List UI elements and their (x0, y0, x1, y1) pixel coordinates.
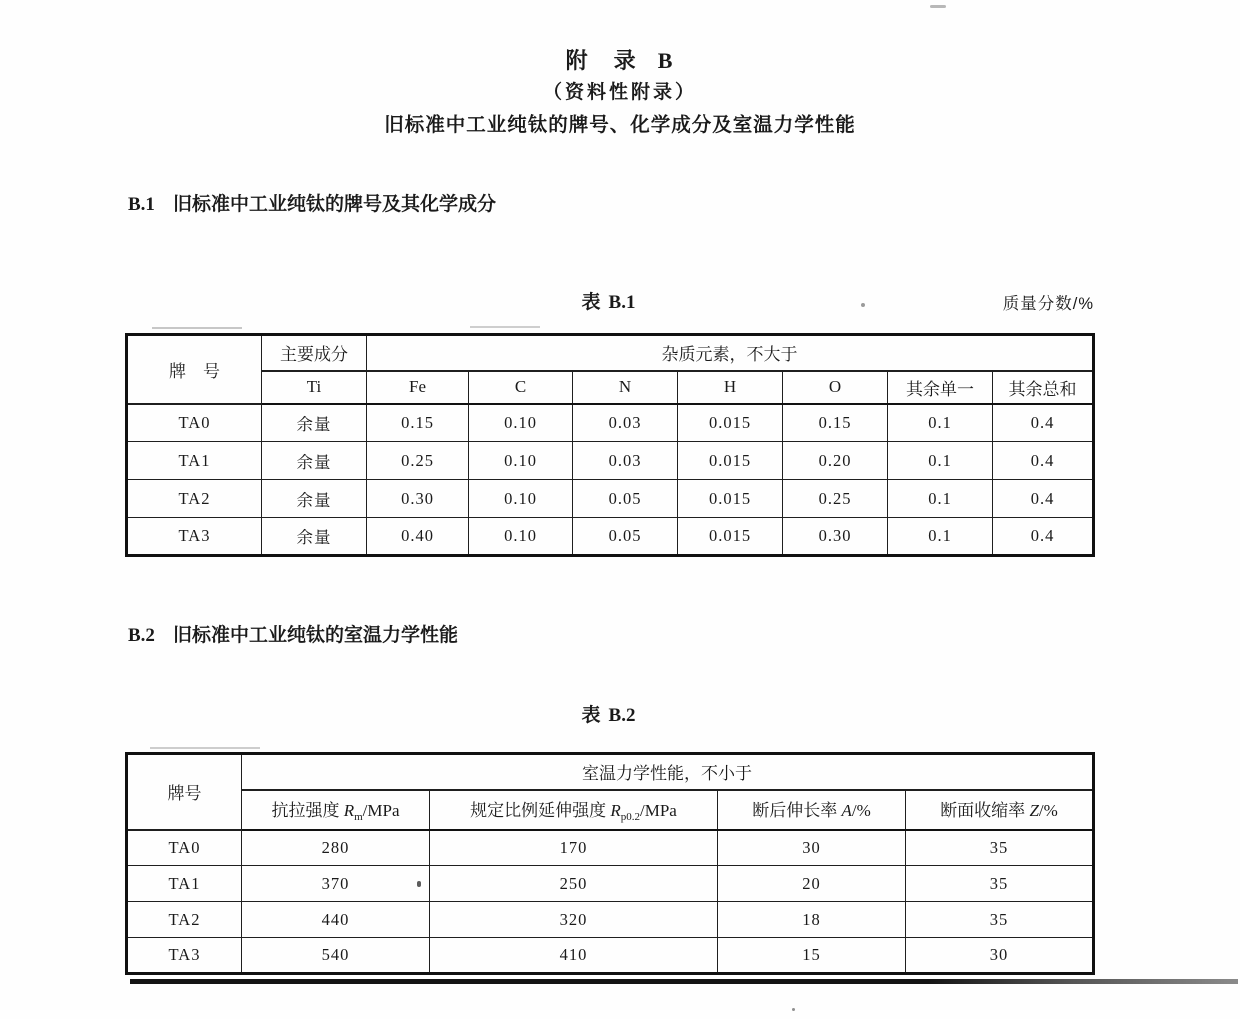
header-text: 断面收缩率 (940, 801, 1030, 820)
table-cell: 0.015 (678, 404, 783, 442)
section-heading-b2 (128, 620, 458, 647)
table-cell: 0.015 (678, 480, 783, 518)
b1-header-impurities: 杂质元素，不大于 (367, 335, 1094, 371)
table-b1-caption (125, 287, 1092, 314)
table-cell: 0.4 (993, 518, 1094, 556)
table-cell: 0.10 (469, 442, 573, 480)
table-b2-caption-zh: 表 (581, 705, 601, 726)
table-cell: 0.1 (888, 480, 993, 518)
table-cell: 0.30 (367, 480, 469, 518)
section-b2-number: B.2 (128, 625, 155, 646)
appendix-title-zh: 附 录 (565, 48, 638, 73)
table-cell: 170 (430, 830, 718, 866)
header-text: 规定比例延伸强度 (470, 801, 611, 820)
table-cell: 18 (718, 902, 906, 938)
symbol-subscript: p0.2 (620, 811, 641, 823)
b1-header-main-component: 主要成分 (262, 335, 367, 371)
unit-text: /% (1038, 801, 1058, 820)
table-cell: TA2 (127, 902, 242, 938)
b1-header-other-total: 其余总和 (993, 371, 1094, 404)
table-cell: TA0 (127, 404, 262, 442)
table-cell: 440 (242, 902, 430, 938)
table-row (127, 866, 1094, 902)
table-cell: 0.015 (678, 442, 783, 480)
scan-speck (792, 1008, 795, 1011)
table-cell: 0.30 (783, 518, 888, 556)
b2-header-tensile-strength (242, 790, 430, 830)
table-row (127, 830, 1094, 866)
header-text: 抗拉强度 (271, 801, 344, 820)
scan-smear-line (130, 979, 1238, 984)
section-b1-title: 旧标准中工业纯钛的牌号及其化学成分 (172, 194, 496, 215)
table-cell: 0.1 (888, 442, 993, 480)
table-cell: 0.4 (993, 442, 1094, 480)
appendix-title-letter: B (657, 48, 675, 73)
scan-dash (470, 326, 540, 328)
table-cell: TA1 (127, 866, 242, 902)
table-cell: 0.1 (888, 518, 993, 556)
table-cell: 410 (430, 938, 718, 974)
table-cell: 0.1 (888, 404, 993, 442)
appendix-title (0, 44, 1240, 75)
section-heading-b1 (128, 189, 496, 216)
b2-header-proof-strength (430, 790, 718, 830)
symbol: A (841, 801, 852, 820)
appendix-subtitle: （资料性附录） (542, 82, 697, 103)
table-row (127, 371, 1094, 404)
table-cell: TA1 (127, 442, 262, 480)
section-b2-title: 旧标准中工业纯钛的室温力学性能 (172, 625, 458, 646)
table-cell: 250 (430, 866, 718, 902)
table-cell: 0.4 (993, 480, 1094, 518)
table-cell: 35 (906, 830, 1094, 866)
table-cell: 30 (906, 938, 1094, 974)
table-cell: 0.15 (783, 404, 888, 442)
scan-speck (930, 5, 946, 8)
table-cell: 余量 (262, 404, 367, 442)
b2-header-group: 室温力学性能，不小于 (242, 754, 1094, 790)
table-cell: 0.25 (367, 442, 469, 480)
table-cell: 0.4 (993, 404, 1094, 442)
table-b1-unit-label: 质量分数/% (1002, 295, 1094, 313)
table-cell: 0.10 (469, 518, 573, 556)
symbol-subscript: m (354, 811, 363, 823)
table-cell: TA2 (127, 480, 262, 518)
table-cell: 0.10 (469, 404, 573, 442)
table-cell: 15 (718, 938, 906, 974)
scan-dash (152, 327, 242, 329)
table-cell: 540 (242, 938, 430, 974)
table-cell: 0.05 (573, 480, 678, 518)
b2-header-elongation (718, 790, 906, 830)
table-row (127, 442, 1094, 480)
table-cell: 30 (718, 830, 906, 866)
b1-header-o: O (783, 371, 888, 404)
table-cell: 35 (906, 902, 1094, 938)
table-b1-caption-latin: B.1 (608, 292, 636, 313)
b2-header-reduction-of-area (906, 790, 1094, 830)
table-b1 (125, 333, 1095, 557)
table-cell: 0.03 (573, 442, 678, 480)
unit-text: /% (851, 801, 871, 820)
header-text: 断后伸长率 (752, 801, 842, 820)
table-cell: 余量 (262, 442, 367, 480)
table-row (127, 754, 1094, 790)
appendix-heading: 旧标准中工业纯钛的牌号、化学成分及室温力学性能 (384, 114, 856, 136)
b1-header-other-single: 其余单一 (888, 371, 993, 404)
table-row (127, 902, 1094, 938)
table-row (127, 938, 1094, 974)
b1-header-c: C (469, 371, 573, 404)
table-cell: TA3 (127, 938, 242, 974)
table-cell: TA0 (127, 830, 242, 866)
b1-header-h: H (678, 371, 783, 404)
b1-header-n: N (573, 371, 678, 404)
unit-text: /MPa (362, 801, 400, 820)
table-b2 (125, 752, 1095, 975)
table-row (127, 480, 1094, 518)
unit-text: /MPa (640, 801, 677, 820)
b1-header-ti: Ti (262, 371, 367, 404)
table-row (127, 404, 1094, 442)
b1-header-grade: 牌 号 (127, 335, 262, 404)
table-row (127, 335, 1094, 371)
b2-header-grade: 牌号 (127, 754, 242, 830)
table-cell: 0.10 (469, 480, 573, 518)
section-b1-number: B.1 (128, 194, 155, 215)
table-cell: 0.20 (783, 442, 888, 480)
table-cell: 0.40 (367, 518, 469, 556)
table-b1-caption-zh: 表 (581, 292, 601, 313)
symbol: R (610, 801, 621, 820)
table-cell: 0.25 (783, 480, 888, 518)
table-b2-caption-latin: B.2 (608, 705, 636, 726)
table-cell: 0.05 (573, 518, 678, 556)
table-cell: TA3 (127, 518, 262, 556)
table-cell: 370 (242, 866, 430, 902)
table-cell: 余量 (262, 480, 367, 518)
table-cell: 320 (430, 902, 718, 938)
table-row (127, 518, 1094, 556)
symbol: Z (1029, 801, 1039, 820)
table-cell: 0.03 (573, 404, 678, 442)
b1-header-fe: Fe (367, 371, 469, 404)
table-cell: 280 (242, 830, 430, 866)
table-row (127, 790, 1094, 830)
symbol: R (343, 801, 355, 820)
table-b2-caption (125, 700, 1092, 727)
table-cell: 0.015 (678, 518, 783, 556)
table-cell: 余量 (262, 518, 367, 556)
table-cell: 0.15 (367, 404, 469, 442)
scan-dash (150, 747, 260, 749)
table-cell: 20 (718, 866, 906, 902)
table-cell: 35 (906, 866, 1094, 902)
